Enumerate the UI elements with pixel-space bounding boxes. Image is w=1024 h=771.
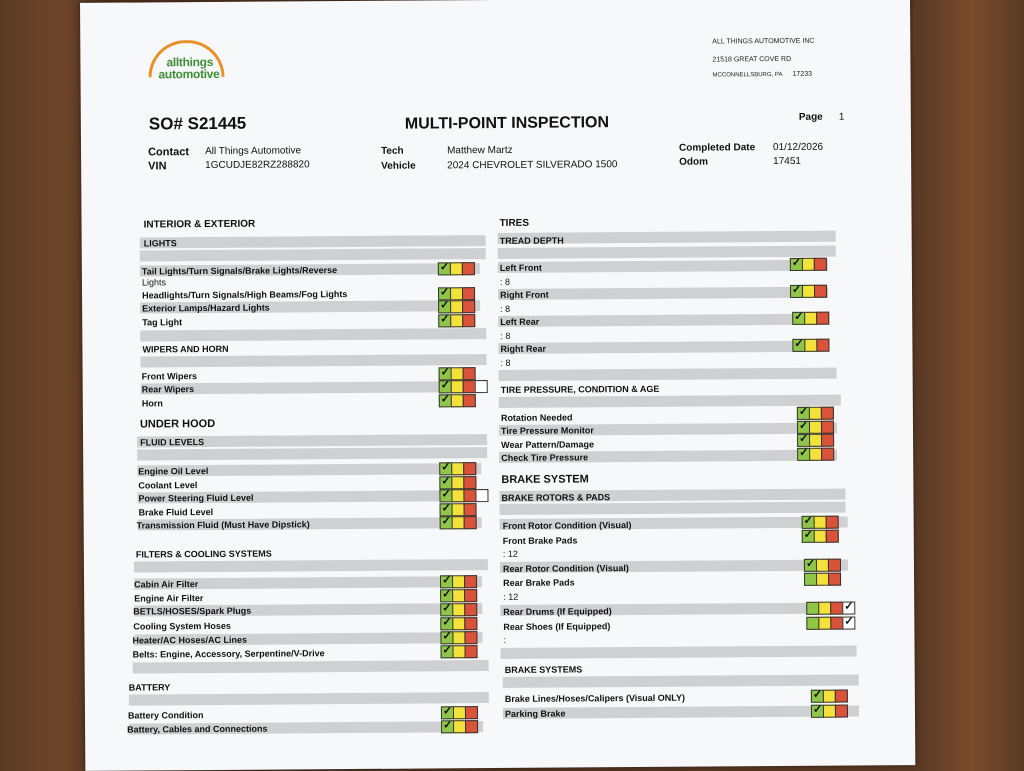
section-under-hood: UNDER HOOD [139, 417, 216, 431]
item-engine-oil: Engine Oil Level [138, 466, 209, 477]
item-power-steering: Power Steering Fluid Level [138, 492, 254, 504]
item-rear-rotor: Rear Rotor Condition (Visual) [502, 563, 629, 574]
status-exterior-lamps[interactable] [438, 300, 474, 312]
item-rear-wipers: Rear Wipers [141, 384, 195, 395]
status-cooling-hoses[interactable] [440, 617, 476, 629]
status-rear-drums[interactable] [806, 602, 854, 614]
service-order-number: SO# S21445 [148, 113, 247, 134]
status-rear-pads[interactable] [804, 573, 840, 585]
item-tail-lights-cont: Lights [141, 277, 167, 288]
section-interior: INTERIOR & EXTERIOR [143, 218, 256, 231]
item-brake-lines: Brake Lines/Hoses/Calipers (Visual ONLY) [504, 692, 685, 704]
item-battery-cables: Battery, Cables and Connections [127, 723, 268, 735]
page-label: Page [798, 111, 823, 123]
item-rear-drums: Rear Drums (If Equipped) [503, 606, 612, 617]
company-logo: allthings automotive [144, 38, 224, 87]
item-tail-lights: Tail Lights/Turn Signals/Brake Lights/Reverse [141, 265, 338, 277]
subsection-filters: FILTERS & COOLING SYSTEMS [135, 548, 272, 560]
status-heater-ac[interactable] [440, 631, 476, 643]
item-parking-brake: Parking Brake [504, 708, 566, 719]
item-engine-air: Engine Air Filter [134, 593, 204, 604]
status-front-pads[interactable] [802, 530, 838, 542]
status-right-rear[interactable] [792, 339, 828, 351]
vin-value: 1GCUDJE82RZ288820 [205, 159, 310, 172]
note-rear-shoes: : [503, 634, 507, 645]
item-front-pads: Front Brake Pads [502, 535, 578, 546]
status-brake-lines[interactable] [811, 690, 847, 702]
item-check-pressure: Check Tire Pressure [501, 452, 589, 463]
note-left-front: : 8 [499, 276, 511, 287]
item-exterior-lamps: Exterior Lamps/Hazard Lights [142, 302, 270, 314]
status-horn[interactable] [439, 394, 475, 406]
note-front-pads: : 12 [502, 548, 518, 559]
section-tires: TIRES [499, 217, 530, 229]
status-belts-engine[interactable] [441, 645, 477, 657]
status-tail-lights[interactable] [438, 262, 474, 274]
item-cabin-air: Cabin Air Filter [134, 579, 199, 590]
subsection-tread: TREAD DEPTH [499, 235, 564, 246]
status-rotation[interactable] [797, 407, 833, 419]
status-cabin-air[interactable] [440, 575, 476, 587]
completed-label: Completed Date [679, 142, 756, 154]
completed-value: 01/12/2026 [772, 141, 824, 154]
vin-label: VIN [148, 160, 167, 173]
section-brake-system: BRAKE SYSTEM [501, 473, 589, 486]
item-heater-ac: Heater/AC Hoses/AC Lines [132, 634, 248, 646]
tech-value: Matthew Martz [447, 144, 513, 157]
company-name: ALL THINGS AUTOMOTIVE INC [712, 37, 815, 46]
item-wear-pattern: Wear Pattern/Damage [501, 439, 595, 450]
item-tag-light: Tag Light [142, 317, 183, 328]
company-city: MCCONNELLSBURG, PA [712, 71, 783, 79]
subsection-fluid: FLUID LEVELS [140, 437, 205, 448]
item-left-rear: Left Rear [500, 316, 540, 327]
item-left-front: Left Front [499, 262, 542, 273]
item-rear-shoes: Rear Shoes (If Equipped) [503, 621, 611, 632]
company-zip: 17233 [792, 70, 813, 78]
status-transmission[interactable] [440, 516, 476, 528]
item-coolant: Coolant Level [138, 480, 198, 491]
page-title: MULTI-POINT INSPECTION [404, 114, 610, 133]
item-cooling-hoses: Cooling System Hoses [133, 620, 231, 632]
vehicle-value: 2024 CHEVROLET SILVERADO 1500 [447, 159, 618, 172]
item-tpms: Tire Pressure Monitor [500, 425, 594, 436]
subsection-rotors: BRAKE ROTORS & PADS [501, 492, 611, 503]
item-rear-pads: Rear Brake Pads [503, 577, 575, 588]
status-rear-shoes[interactable] [806, 617, 854, 629]
status-left-rear[interactable] [792, 312, 828, 324]
status-front-rotor[interactable] [802, 516, 838, 528]
note-right-front: : 8 [500, 303, 511, 314]
item-front-rotor: Front Rotor Condition (Visual) [502, 520, 632, 531]
status-right-front[interactable] [790, 285, 826, 297]
status-power-steering[interactable] [439, 489, 487, 501]
status-engine-oil[interactable] [439, 462, 475, 474]
status-left-front[interactable] [790, 258, 826, 270]
odom-label: Odom [679, 156, 709, 168]
item-right-rear: Right Rear [500, 343, 546, 354]
item-battery-condition: Battery Condition [127, 710, 204, 721]
note-rear-pads: : 12 [503, 591, 519, 602]
odom-value: 17451 [773, 155, 801, 168]
contact-label: Contact [148, 146, 190, 159]
status-engine-air[interactable] [440, 589, 476, 601]
page-number: 1 [838, 111, 845, 123]
subsection-battery: BATTERY [128, 682, 171, 693]
status-battery-cables[interactable] [441, 720, 477, 732]
tech-label: Tech [381, 145, 404, 157]
subsection-lights: LIGHTS [143, 238, 177, 249]
status-wear-pattern[interactable] [797, 434, 833, 446]
status-battery-condition[interactable] [441, 706, 477, 718]
item-horn: Horn [141, 398, 163, 409]
note-right-rear: : 8 [500, 357, 511, 368]
status-belts-hoses[interactable] [440, 603, 476, 615]
status-rear-rotor[interactable] [804, 559, 840, 571]
item-rotation: Rotation Needed [500, 412, 573, 423]
subsection-pressure: TIRE PRESSURE, CONDITION & AGE [500, 383, 660, 395]
company-street: 21518 GREAT COVE RD [712, 55, 792, 64]
note-left-rear: : 8 [500, 330, 511, 341]
inspection-sheet [80, 0, 915, 771]
item-headlights: Headlights/Turn Signals/High Beams/Fog Lights [142, 289, 348, 301]
item-front-wipers: Front Wipers [141, 371, 198, 382]
status-tag-light[interactable] [438, 314, 474, 326]
item-transmission: Transmission Fluid (Must Have Dipstick) [136, 519, 310, 531]
status-rear-wipers[interactable] [439, 380, 487, 392]
subsection-wipers: WIPERS AND HORN [142, 343, 229, 355]
item-brake-fluid: Brake Fluid Level [138, 506, 214, 518]
vehicle-label: Vehicle [381, 160, 416, 172]
item-belts-hoses: BETLS/HOSES/Spark Plugs [133, 605, 252, 617]
subsection-brake-systems: BRAKE SYSTEMS [504, 664, 583, 675]
status-parking-brake[interactable] [811, 705, 847, 717]
contact-value: All Things Automotive [205, 145, 302, 158]
item-belts-engine: Belts: Engine, Accessory, Serpentine/V-Drive [132, 648, 325, 660]
item-right-front: Right Front [500, 289, 549, 300]
status-check-pressure[interactable] [797, 448, 833, 460]
